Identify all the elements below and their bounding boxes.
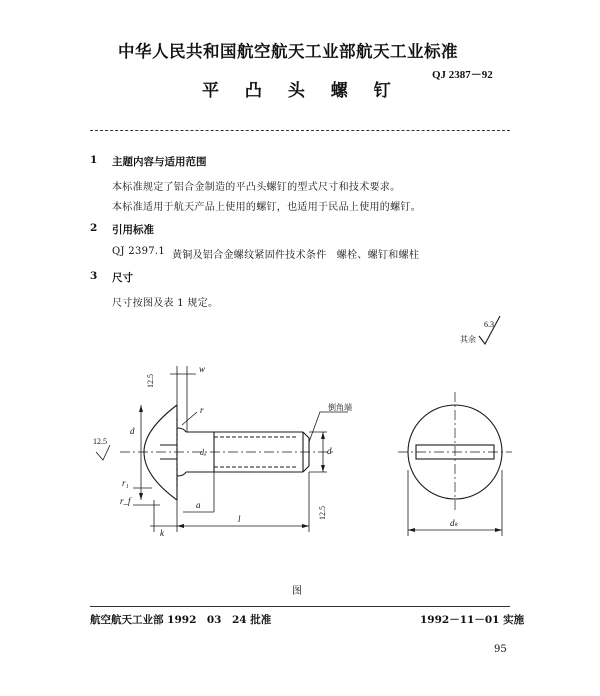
label-l: l (238, 514, 241, 524)
section-1-heading: 主题内容与适用范围 (112, 156, 207, 168)
label-d-head: d (130, 426, 135, 436)
reference-title: 黄铜及铝合金螺纹紧固件技术条件 螺栓、螺钉和螺柱 (172, 250, 420, 261)
issuing-organization: 中华人民共和国航空航天工业部航天工业标准 (118, 42, 458, 61)
label-roughness-end: 12.5 (318, 506, 327, 520)
label-r: r (200, 405, 204, 415)
figure-caption: 图 (292, 586, 302, 597)
standard-number: QJ 2387－92 (432, 69, 493, 81)
label-da: dₐ (200, 448, 207, 457)
section-2-number: 2 (90, 222, 98, 234)
label-w: w (199, 364, 206, 374)
section-2-heading: 引用标准 (112, 224, 154, 236)
section-3-heading: 尺寸 (112, 272, 133, 284)
document-title: 平 凸 头 螺 钉 (202, 81, 401, 101)
surface-note-label: 其余 (460, 335, 476, 344)
surface-value-label: 6.3 (484, 320, 494, 329)
section-1-number: 1 (90, 154, 98, 166)
label-k: k (160, 528, 164, 538)
chamfer-label: 倒角端 (328, 403, 352, 412)
label-dk: dₖ (450, 518, 459, 528)
page-number: 95 (494, 644, 507, 655)
label-r1: r₁ (122, 478, 129, 488)
section-1-paragraph-1: 本标准规定了铝合金制造的平凸头螺钉的型式尺寸和技术要求。 (112, 182, 401, 193)
chamfer-leader (309, 412, 348, 442)
section-1-paragraph-2: 本标准适用于航天产品上使用的螺钉，也适用于民品上使用的螺钉。 (112, 202, 421, 213)
approval-text: 航空航天工业部 1992 03 24 批准 (90, 614, 272, 626)
fillet-bottom (177, 472, 186, 476)
fillet-top (177, 428, 186, 432)
screw-head-outline (144, 405, 177, 500)
implementation-date: 1992－11－01 实施 (420, 614, 525, 626)
reference-code: QJ 2397.1 (112, 246, 166, 257)
roughness-symbol-left-icon (96, 445, 110, 460)
label-rf: r_f (120, 496, 131, 506)
label-roughness-top: 12.5 (146, 374, 155, 388)
label-d-thread: d (327, 446, 332, 456)
label-roughness-left: 12.5 (93, 437, 107, 446)
footer-divider (90, 606, 510, 607)
section-3-number: 3 (90, 270, 98, 282)
section-3-paragraph: 尺寸按图及表 1 规定。 (112, 298, 219, 309)
label-a: a (196, 500, 201, 510)
